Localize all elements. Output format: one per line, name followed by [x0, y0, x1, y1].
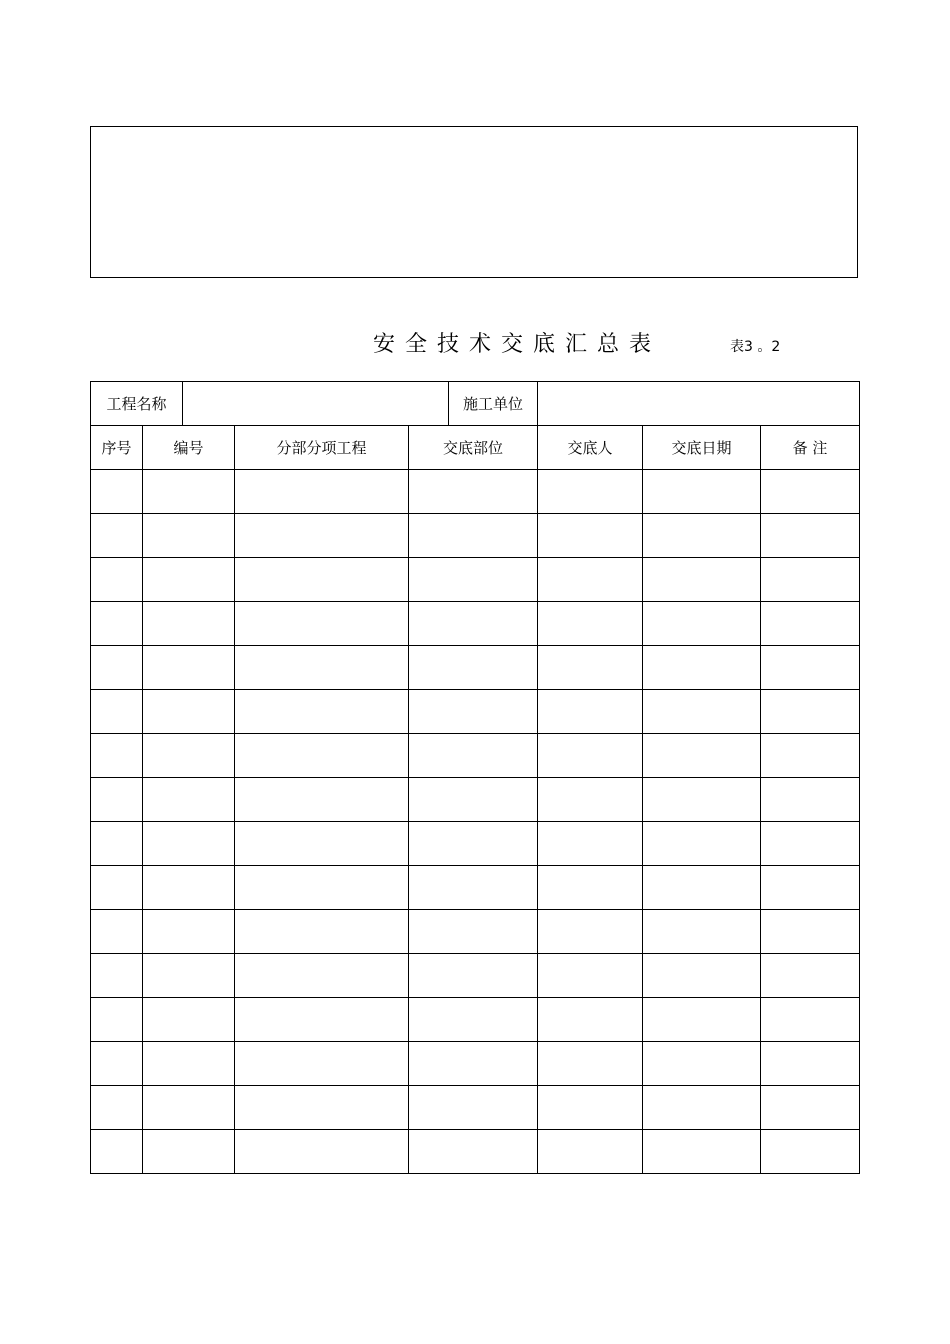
- table-header-row: [91, 426, 860, 470]
- form-number: 表3 。2: [730, 339, 781, 355]
- table-row: [91, 558, 860, 602]
- presenter-cell[interactable]: [538, 602, 643, 646]
- location-cell[interactable]: [409, 822, 538, 866]
- serial-cell[interactable]: [91, 602, 143, 646]
- location-cell[interactable]: [409, 1086, 538, 1130]
- remarks-cell[interactable]: [761, 822, 860, 866]
- header-code: 编号: [143, 426, 235, 470]
- remarks-cell[interactable]: [761, 470, 860, 514]
- sub-project-cell[interactable]: [235, 910, 409, 954]
- date-cell[interactable]: [643, 998, 761, 1042]
- project-name-label: 工程名称: [91, 382, 183, 426]
- presenter-cell[interactable]: [538, 558, 643, 602]
- location-cell[interactable]: [409, 690, 538, 734]
- remarks-cell[interactable]: [761, 690, 860, 734]
- date-cell[interactable]: [643, 778, 761, 822]
- remarks-cell[interactable]: [761, 1130, 860, 1174]
- sub-project-cell[interactable]: [235, 602, 409, 646]
- serial-cell[interactable]: [91, 1130, 143, 1174]
- presenter-cell[interactable]: [538, 866, 643, 910]
- table-row: [91, 690, 860, 734]
- location-cell[interactable]: [409, 734, 538, 778]
- code-cell[interactable]: [143, 1042, 235, 1086]
- document-title: 安全技术交底汇总表: [373, 332, 662, 357]
- location-cell[interactable]: [409, 514, 538, 558]
- presenter-cell[interactable]: [538, 998, 643, 1042]
- date-cell[interactable]: [643, 822, 761, 866]
- code-cell[interactable]: [143, 866, 235, 910]
- table-row: [91, 866, 860, 910]
- header-sub-project: 分部分项工程: [235, 426, 409, 470]
- code-cell[interactable]: [143, 910, 235, 954]
- code-cell[interactable]: [143, 646, 235, 690]
- remarks-cell[interactable]: [761, 998, 860, 1042]
- code-cell[interactable]: [143, 822, 235, 866]
- sub-project-cell[interactable]: [235, 514, 409, 558]
- sub-project-cell[interactable]: [235, 822, 409, 866]
- remarks-cell[interactable]: [761, 1086, 860, 1130]
- table-row: [91, 646, 860, 690]
- table-row: [91, 514, 860, 558]
- table-row: [91, 954, 860, 998]
- header-remarks: 备 注: [761, 426, 860, 470]
- remarks-cell[interactable]: [761, 734, 860, 778]
- sub-project-cell[interactable]: [235, 690, 409, 734]
- table-row: [91, 910, 860, 954]
- sub-project-cell[interactable]: [235, 778, 409, 822]
- serial-cell[interactable]: [91, 1086, 143, 1130]
- location-cell[interactable]: [409, 910, 538, 954]
- location-cell[interactable]: [409, 778, 538, 822]
- presenter-cell[interactable]: [538, 470, 643, 514]
- table-row: [91, 822, 860, 866]
- sub-project-cell[interactable]: [235, 1086, 409, 1130]
- table-row: [91, 998, 860, 1042]
- location-cell[interactable]: [409, 602, 538, 646]
- serial-cell[interactable]: [91, 514, 143, 558]
- header-date: 交底日期: [643, 426, 761, 470]
- project-name-field[interactable]: [183, 382, 449, 426]
- remarks-cell[interactable]: [761, 1042, 860, 1086]
- date-cell[interactable]: [643, 1086, 761, 1130]
- sub-project-cell[interactable]: [235, 646, 409, 690]
- date-cell[interactable]: [643, 602, 761, 646]
- presenter-cell[interactable]: [538, 954, 643, 998]
- presenter-cell[interactable]: [538, 514, 643, 558]
- header-serial: 序号: [91, 426, 143, 470]
- header-location: 交底部位: [409, 426, 538, 470]
- sub-project-cell[interactable]: [235, 470, 409, 514]
- sub-project-cell[interactable]: [235, 866, 409, 910]
- construction-unit-field[interactable]: [538, 382, 860, 426]
- header-presenter: 交底人: [538, 426, 643, 470]
- serial-cell[interactable]: [91, 646, 143, 690]
- presenter-cell[interactable]: [538, 1086, 643, 1130]
- construction-unit-label: 施工单位: [449, 382, 538, 426]
- serial-cell[interactable]: [91, 558, 143, 602]
- summary-table: [90, 381, 860, 1174]
- presenter-cell[interactable]: [538, 646, 643, 690]
- code-cell[interactable]: [143, 602, 235, 646]
- remarks-cell[interactable]: [761, 646, 860, 690]
- date-cell[interactable]: [643, 470, 761, 514]
- serial-cell[interactable]: [91, 998, 143, 1042]
- code-cell[interactable]: [143, 1086, 235, 1130]
- date-cell[interactable]: [643, 866, 761, 910]
- serial-cell[interactable]: [91, 822, 143, 866]
- sub-project-cell[interactable]: [235, 1042, 409, 1086]
- location-cell[interactable]: [409, 1130, 538, 1174]
- table-row: [91, 470, 860, 514]
- serial-cell[interactable]: [91, 734, 143, 778]
- location-cell[interactable]: [409, 954, 538, 998]
- code-cell[interactable]: [143, 778, 235, 822]
- sub-project-cell[interactable]: [235, 954, 409, 998]
- location-cell[interactable]: [409, 646, 538, 690]
- sub-project-cell[interactable]: [235, 734, 409, 778]
- code-cell[interactable]: [143, 470, 235, 514]
- date-cell[interactable]: [643, 690, 761, 734]
- remarks-cell[interactable]: [761, 602, 860, 646]
- table-row: [91, 778, 860, 822]
- code-cell[interactable]: [143, 734, 235, 778]
- presenter-cell[interactable]: [538, 822, 643, 866]
- location-cell[interactable]: [409, 558, 538, 602]
- info-row: [91, 382, 860, 426]
- code-cell[interactable]: [143, 690, 235, 734]
- table-row: [91, 1130, 860, 1174]
- code-cell[interactable]: [143, 514, 235, 558]
- code-cell[interactable]: [143, 1130, 235, 1174]
- presenter-cell[interactable]: [538, 1130, 643, 1174]
- date-cell[interactable]: [643, 1042, 761, 1086]
- location-cell[interactable]: [409, 1042, 538, 1086]
- date-cell[interactable]: [643, 954, 761, 998]
- remarks-cell[interactable]: [761, 954, 860, 998]
- top-blank-box: [90, 126, 858, 278]
- table-row: [91, 1042, 860, 1086]
- date-cell[interactable]: [643, 1130, 761, 1174]
- remarks-cell[interactable]: [761, 910, 860, 954]
- serial-cell[interactable]: [91, 954, 143, 998]
- location-cell[interactable]: [409, 866, 538, 910]
- presenter-cell[interactable]: [538, 910, 643, 954]
- code-cell[interactable]: [143, 998, 235, 1042]
- location-cell[interactable]: [409, 998, 538, 1042]
- code-cell[interactable]: [143, 954, 235, 998]
- location-cell[interactable]: [409, 470, 538, 514]
- date-cell[interactable]: [643, 910, 761, 954]
- serial-cell[interactable]: [91, 1042, 143, 1086]
- sub-project-cell[interactable]: [235, 998, 409, 1042]
- presenter-cell[interactable]: [538, 1042, 643, 1086]
- serial-cell[interactable]: [91, 778, 143, 822]
- date-cell[interactable]: [643, 514, 761, 558]
- code-cell[interactable]: [143, 558, 235, 602]
- table-row: [91, 602, 860, 646]
- table-body: [91, 470, 860, 1174]
- sub-project-cell[interactable]: [235, 1130, 409, 1174]
- remarks-cell[interactable]: [761, 558, 860, 602]
- serial-cell[interactable]: [91, 866, 143, 910]
- presenter-cell[interactable]: [538, 778, 643, 822]
- remarks-cell[interactable]: [761, 866, 860, 910]
- serial-cell[interactable]: [91, 690, 143, 734]
- table-row: [91, 734, 860, 778]
- presenter-cell[interactable]: [538, 690, 643, 734]
- serial-cell[interactable]: [91, 910, 143, 954]
- date-cell[interactable]: [643, 558, 761, 602]
- date-cell[interactable]: [643, 734, 761, 778]
- date-cell[interactable]: [643, 646, 761, 690]
- presenter-cell[interactable]: [538, 734, 643, 778]
- remarks-cell[interactable]: [761, 778, 860, 822]
- serial-cell[interactable]: [91, 470, 143, 514]
- remarks-cell[interactable]: [761, 514, 860, 558]
- table-row: [91, 1086, 860, 1130]
- sub-project-cell[interactable]: [235, 558, 409, 602]
